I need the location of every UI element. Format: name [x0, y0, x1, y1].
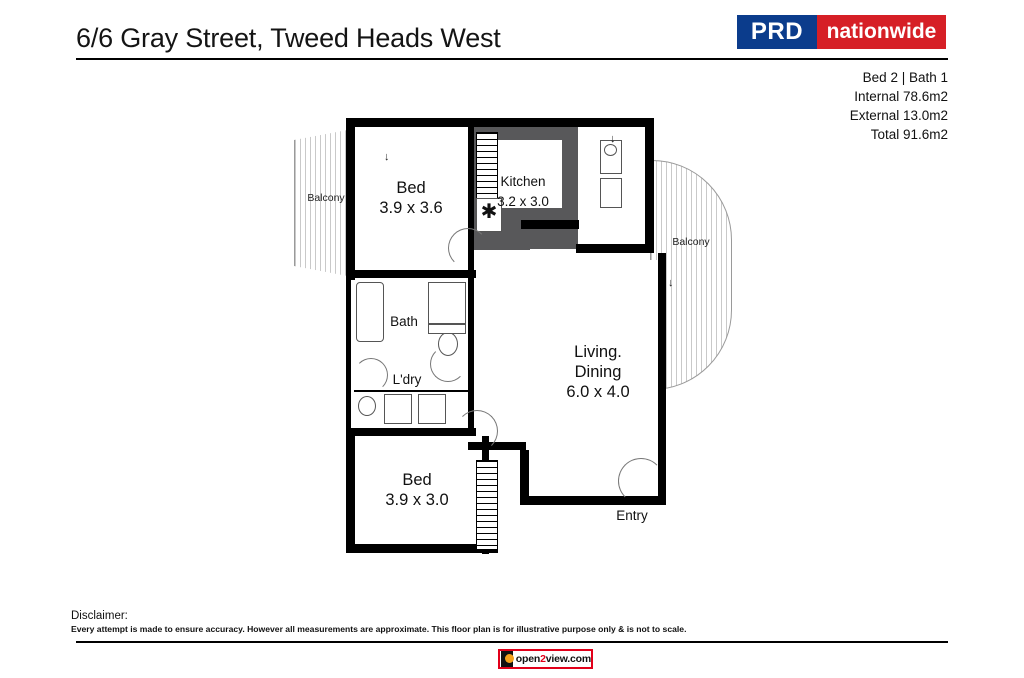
property-stats	[850, 68, 948, 144]
bed-2-dims: 3.9 x 3.0	[385, 491, 449, 509]
living-line-1: Living.	[574, 343, 622, 361]
laundry-label: L'dry	[392, 372, 422, 387]
wall-kitchen-bottom	[576, 244, 654, 253]
disclaimer-body: Every attempt is made to ensure accuracy. However all measurements are approximate. This floor plan is for illustrative purpose only & is not to scale.	[71, 624, 687, 634]
balcony-left-label: Balcony	[307, 192, 345, 204]
kitchen-name: Kitchen	[500, 174, 546, 189]
open2view-badge[interactable]	[498, 649, 593, 669]
kitchen-label	[480, 172, 566, 212]
disclaimer-title: Disclaimer:	[71, 610, 128, 622]
stat-internal: Internal 78.6m2	[854, 89, 948, 104]
kitchen-star-icon: ✱	[480, 201, 498, 223]
wall-kitchen-left-lower	[521, 220, 579, 229]
washing-machine	[384, 394, 412, 424]
logo-nationwide-text: nationwide	[817, 15, 946, 49]
kitchen-dims: 3.2 x 3.0	[497, 194, 549, 209]
wall-bed1-bath	[346, 270, 476, 278]
door-bed2	[456, 410, 498, 452]
disclaimer	[71, 610, 771, 634]
header-divider	[76, 58, 948, 60]
page-title: 6/6 Gray Street, Tweed Heads West	[76, 23, 501, 53]
o2v-view: view.com	[545, 653, 591, 665]
stat-beds-baths: Bed 2 | Bath 1	[862, 70, 948, 85]
bed-1-name: Bed	[396, 179, 426, 197]
wall-living-left-lower	[520, 450, 529, 505]
prd-nationwide-logo	[735, 13, 948, 51]
open2view-label	[516, 653, 591, 665]
wall-right-upper	[645, 118, 654, 253]
living-line-2: Dining	[574, 363, 622, 381]
stat-total: Total 91.6m2	[870, 127, 948, 142]
footer-divider	[76, 641, 948, 643]
living-dims: 6.0 x 4.0	[566, 383, 630, 401]
bed-1-label	[353, 178, 469, 218]
bed-2-label	[352, 470, 482, 510]
bath-label: Bath	[390, 314, 418, 329]
entry-label: Entry	[616, 508, 648, 523]
bed-2-name: Bed	[402, 471, 432, 489]
door-bed1	[448, 228, 488, 268]
logo-prd-text: PRD	[737, 15, 817, 49]
bed-1-dims: 3.9 x 3.6	[379, 199, 443, 217]
wall-left-mid	[346, 276, 351, 434]
door-entry	[618, 458, 664, 504]
o2v-open: open	[515, 653, 541, 665]
shower	[428, 282, 466, 324]
camera-icon	[501, 651, 513, 667]
kitchen-cooktop	[600, 178, 622, 208]
living-dining-label	[532, 342, 664, 402]
o2v-two: 2	[540, 653, 546, 665]
floor-plan	[280, 110, 750, 570]
vanity-basin	[428, 324, 466, 334]
stat-external: External 13.0m2	[849, 108, 948, 123]
kitchen-sink-bowl	[604, 144, 617, 156]
arrow-bed1: ↓	[384, 151, 390, 163]
arrow-balcony-right: ↓	[668, 277, 674, 289]
arrow-kitchen: ↓	[610, 133, 616, 145]
dryer	[418, 394, 446, 424]
laundry-basin	[358, 396, 376, 416]
balcony-right-label: Balcony	[672, 236, 710, 248]
wall-kitchen-top	[468, 118, 654, 127]
